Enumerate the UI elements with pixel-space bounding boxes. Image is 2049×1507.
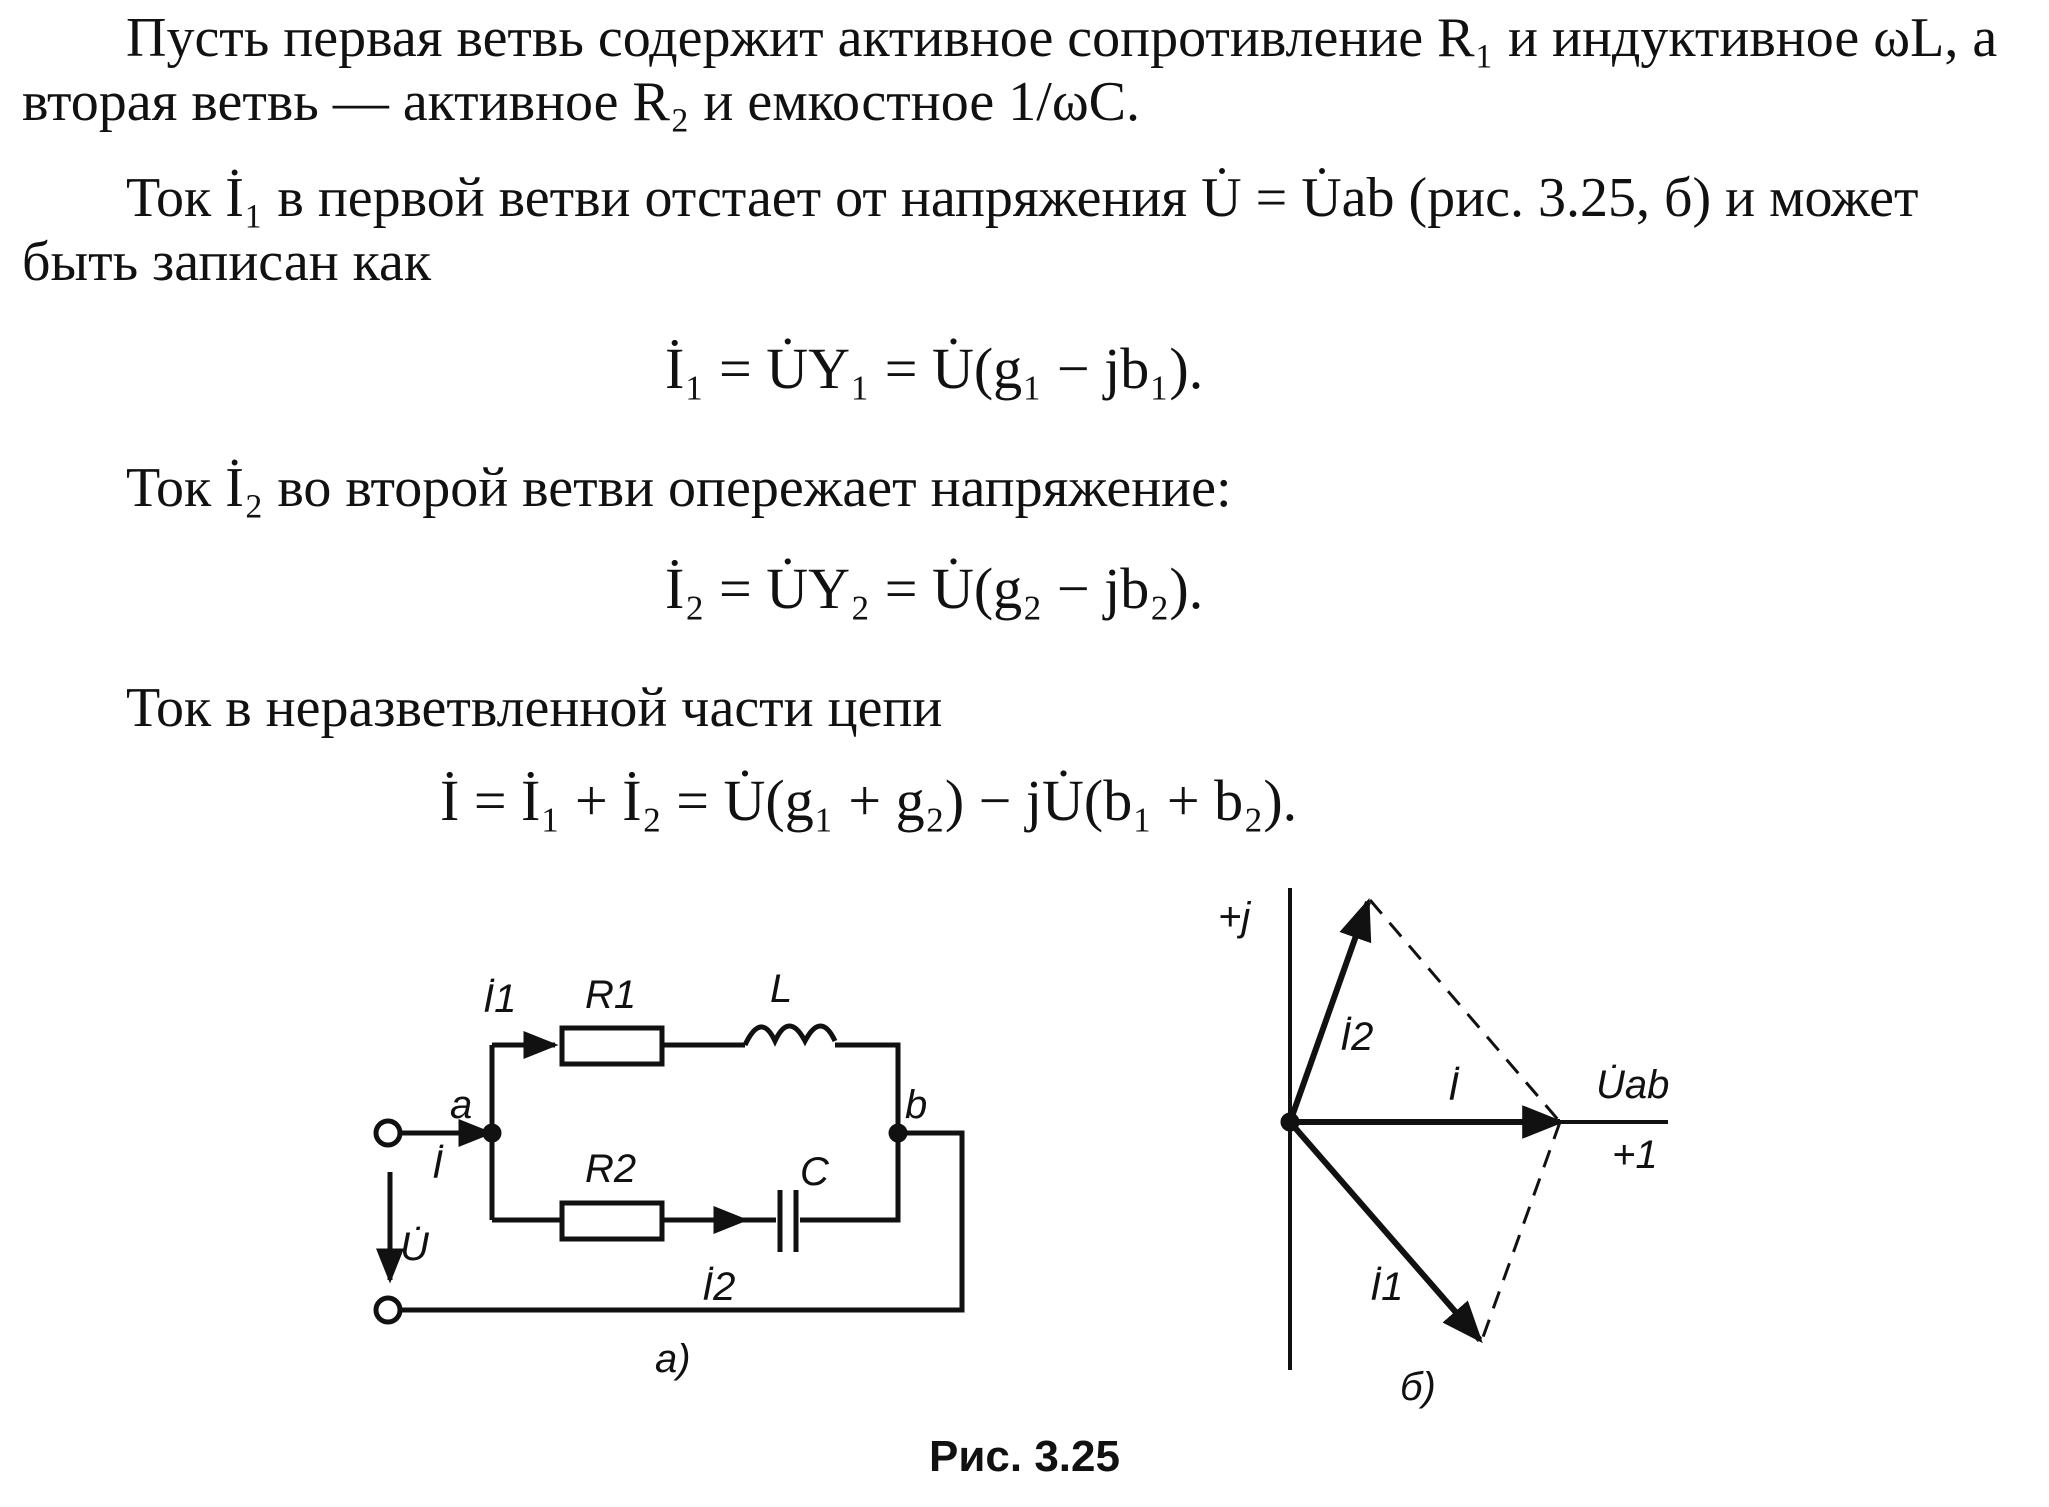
- dashed-line-lower: [1482, 1122, 1560, 1340]
- input-terminal-bottom: [376, 1298, 400, 1322]
- label-c: C: [800, 1150, 829, 1194]
- figure-caption: Рис. 3.25: [929, 1432, 1120, 1481]
- paragraph-current-i2: Ток İ₂ во второй ветви опережает напряжение:: [126, 457, 1232, 519]
- label-r2: R2: [585, 1147, 637, 1191]
- label-node-a: a: [450, 1083, 473, 1127]
- label-i1-phasor: İ1: [1370, 1265, 1404, 1309]
- figure-3-25: [0, 860, 2049, 1420]
- label-i-circuit: İ: [432, 1143, 444, 1187]
- formula-i1: İ₁ = U̇Y₁ = U̇(g₁ − jb₁).: [665, 336, 1204, 401]
- label-axis-1: +1: [1612, 1133, 1658, 1177]
- label-node-b: b: [905, 1083, 928, 1127]
- label-r1: R1: [585, 973, 637, 1017]
- resistor-r1: [562, 1028, 662, 1064]
- dashed-line-upper: [1370, 900, 1560, 1122]
- capacitor-c: [780, 1190, 796, 1252]
- label-i-phasor: İ: [1448, 1065, 1460, 1109]
- phasor-i2: [1290, 902, 1368, 1122]
- circuit-diagram: [376, 967, 962, 1381]
- inductor-l: [745, 1026, 835, 1045]
- formula-total: İ = İ₁ + İ₂ = U̇(g₁ + g₂) − jU̇(b₁ + b₂).: [440, 768, 1298, 833]
- formula-i2: İ₂ = U̇Y₂ = U̇(g₂ − jb₂).: [665, 556, 1204, 621]
- label-i2-phasor: İ2: [1340, 1015, 1374, 1059]
- label-u-circuit: U̇: [400, 1225, 429, 1269]
- label-axis-j: +j: [1218, 895, 1251, 939]
- paragraph-current-i1: Ток İ₁ в первой ветви отстает от напряжения U̇ = U̇ab (рис. 3.25, б) и может быть записан как: [22, 167, 1919, 293]
- sublabel-a: а): [655, 1337, 691, 1381]
- phasor-diagram: [1218, 888, 1669, 1409]
- input-terminal-top: [376, 1121, 400, 1145]
- label-uab: U̇ab: [1596, 1063, 1670, 1107]
- resistor-r2: [562, 1203, 662, 1239]
- sublabel-b: б): [1400, 1365, 1436, 1409]
- label-i2-circuit: İ2: [702, 1265, 736, 1309]
- label-i1-circuit: İ1: [483, 977, 517, 1021]
- paragraph-branches: Пусть первая ветвь содержит активное сопротивление R₁ и индуктивное ωL, а вторая ветвь — активное R₂ и емкостное 1/ωC.: [22, 7, 1998, 133]
- paragraph-total-current: Ток в неразветвленной части цепи: [126, 677, 943, 739]
- label-l: L: [770, 967, 793, 1011]
